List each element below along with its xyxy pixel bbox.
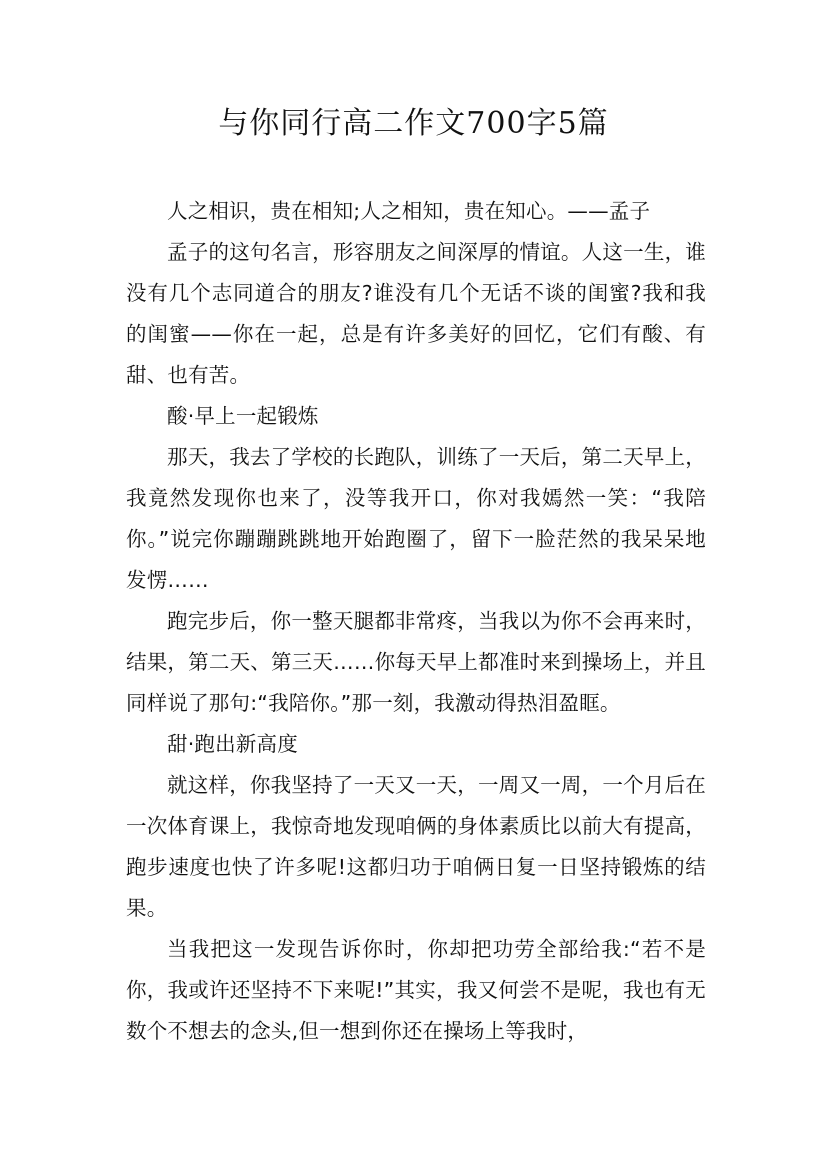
section-heading-sour: 酸·早上一起锻炼: [167, 404, 319, 428]
paragraph: 那天，我去了学校的长跑队，训练了一天后，第二天早上，我竟然发现你也来了，没等我开口，你对我嫣然一笑：“我陪你。”说完你蹦蹦跳跳地开始跑圈了，留下一脸茫然的我呆呆地发愣……: [126, 445, 706, 592]
paragraph: 当我把这一发现告诉你时，你却把功劳全部给我:“若不是你，我或许还坚持不下来呢!”其实，我又何尝不是呢，我也有无数个不想去的念头,但一想到你还在操场上等我时，: [126, 937, 706, 1043]
paragraph-quote: 人之相识，贵在相知;人之相知，贵在知心。——孟子: [167, 199, 651, 223]
section-heading-sweet: 甜·跑出新高度: [167, 732, 298, 756]
document-title: 与你同行高二作文700字5篇: [218, 106, 609, 141]
paragraph: 就这样，你我坚持了一天又一天，一周又一周，一个月后在一次体育课上，我惊奇地发现咱俩的身体素质比以前大有提高，跑步速度也快了许多呢!这都归功于咱俩日复一日坚持锻炼的结果。: [126, 773, 706, 920]
paragraph: 跑完步后，你一整天腿都非常疼，当我以为你不会再来时，结果，第二天、第三天……你每天早上都准时来到操场上，并且同样说了那句:“我陪你。”那一刻，我激动得热泪盈眶。: [126, 609, 706, 715]
paragraph-intro: 孟子的这句名言，形容朋友之间深厚的情谊。人这一生，谁没有几个志同道合的朋友?谁没有几个无话不谈的闺蜜?我和我的闺蜜——你在一起，总是有许多美好的回忆，它们有酸、有甜、也有苦。: [126, 240, 706, 387]
document-body: [126, 191, 706, 1052]
